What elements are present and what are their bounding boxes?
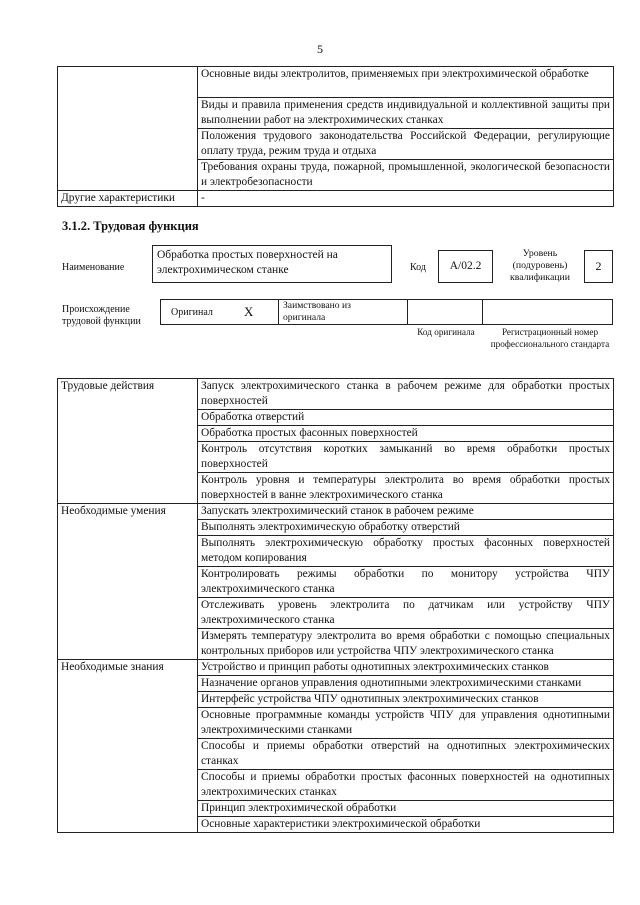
name-label: Наименование bbox=[62, 262, 125, 273]
divider bbox=[278, 299, 279, 325]
origin-label: Происхождение трудовой функции bbox=[62, 304, 141, 327]
original-mark: X bbox=[244, 304, 254, 319]
table-row: Основные характеристики электрохимической обработки bbox=[198, 817, 614, 833]
table-row: Требования охраны труда, пожарной, промышленной, экологической безопасности и электробезопасности bbox=[198, 160, 614, 191]
top-table bbox=[57, 66, 614, 207]
labor-actions-label: Трудовые действия bbox=[58, 379, 198, 504]
required-skills-label: Необходимые умения bbox=[58, 504, 198, 660]
table-row: Контроль уровня и температуры электролита во время обработки простых поверхностей в ванне электрохимического станка bbox=[198, 473, 614, 504]
table-row: Основные виды электролитов, применяемых при электрохимической обработке bbox=[198, 67, 614, 98]
original-label: Оригинал bbox=[171, 307, 213, 318]
code-original-caption: Код оригинала bbox=[417, 327, 475, 337]
table-row: Контролировать режимы обработки по монитору устройства ЧПУ электрохимического станка bbox=[198, 567, 614, 598]
table-row: Интерфейс устройства ЧПУ однотипных электрохимических станков bbox=[198, 692, 614, 708]
table-row: Положения трудового законодательства Российской Федерации, регулирующие оплату труда, режим труда и отдыха bbox=[198, 129, 614, 160]
empty-label-cell bbox=[58, 67, 198, 191]
required-knowledge-label: Необходимые знания bbox=[58, 660, 198, 833]
table-row: Отслеживать уровень электролита по датчикам или устройству ЧПУ электрохимического станка bbox=[198, 598, 614, 629]
table-row: Способы и приемы обработки простых фасонных поверхностей на однотипных электрохимических станках bbox=[198, 770, 614, 801]
table-row: Принцип электрохимической обработки bbox=[198, 801, 614, 817]
table-row: Выполнять электрохимическую обработку отверстий bbox=[198, 520, 614, 536]
other-characteristics-value: - bbox=[198, 191, 614, 207]
labor-function-table bbox=[57, 378, 614, 833]
page-number: 5 bbox=[317, 42, 323, 56]
table-row: Контроль отсутствия коротких замыканий во время обработки простых поверхностей bbox=[198, 442, 614, 473]
table-row: Основные программные команды устройств ЧПУ для управления однотипными электрохимическими станками bbox=[198, 708, 614, 739]
divider bbox=[482, 299, 483, 325]
table-row: Назначение органов управления однотипными электрохимическими станками bbox=[198, 676, 614, 692]
table-row: Обработка отверстий bbox=[198, 410, 614, 426]
table-row: Запускать электрохимический станок в рабочем режиме bbox=[198, 504, 614, 520]
table-row: Способы и приемы обработки отверстий на однотипных электрохимических станках bbox=[198, 739, 614, 770]
reg-number-caption: Регистрационный номер профессионального стандарта bbox=[490, 327, 610, 349]
code-label: Код bbox=[410, 262, 426, 273]
table-row: Устройство и принцип работы однотипных электрохимических станков bbox=[198, 660, 614, 676]
level-label: Уровень (подуровень) квалификации bbox=[509, 248, 571, 283]
table-row: Обработка простых фасонных поверхностей bbox=[198, 426, 614, 442]
table-row: Измерять температуру электролита во время обработки с помощью специальных контрольных приборов или устройства ЧПУ электрохимического станка bbox=[198, 629, 614, 660]
table-row: Запуск электрохимического станка в рабочем режиме для обработки простых поверхностей bbox=[198, 379, 614, 410]
section-heading: 3.1.2. Трудовая функция bbox=[62, 219, 199, 233]
divider bbox=[407, 299, 408, 325]
level-value: 2 bbox=[584, 250, 613, 283]
name-value: Обработка простых поверхностей на электрохимическом станке bbox=[152, 245, 392, 283]
code-value: А/02.2 bbox=[438, 250, 493, 283]
table-row: Выполнять электрохимическую обработку простых фасонных поверхностей методом копирования bbox=[198, 536, 614, 567]
borrowed-label: Заимствовано из оригинала bbox=[283, 300, 351, 323]
other-characteristics-label: Другие характеристики bbox=[58, 191, 198, 207]
table-row: Виды и правила применения средств индивидуальной и коллективной защиты при выполнении работ на электрохимических станках bbox=[198, 98, 614, 129]
